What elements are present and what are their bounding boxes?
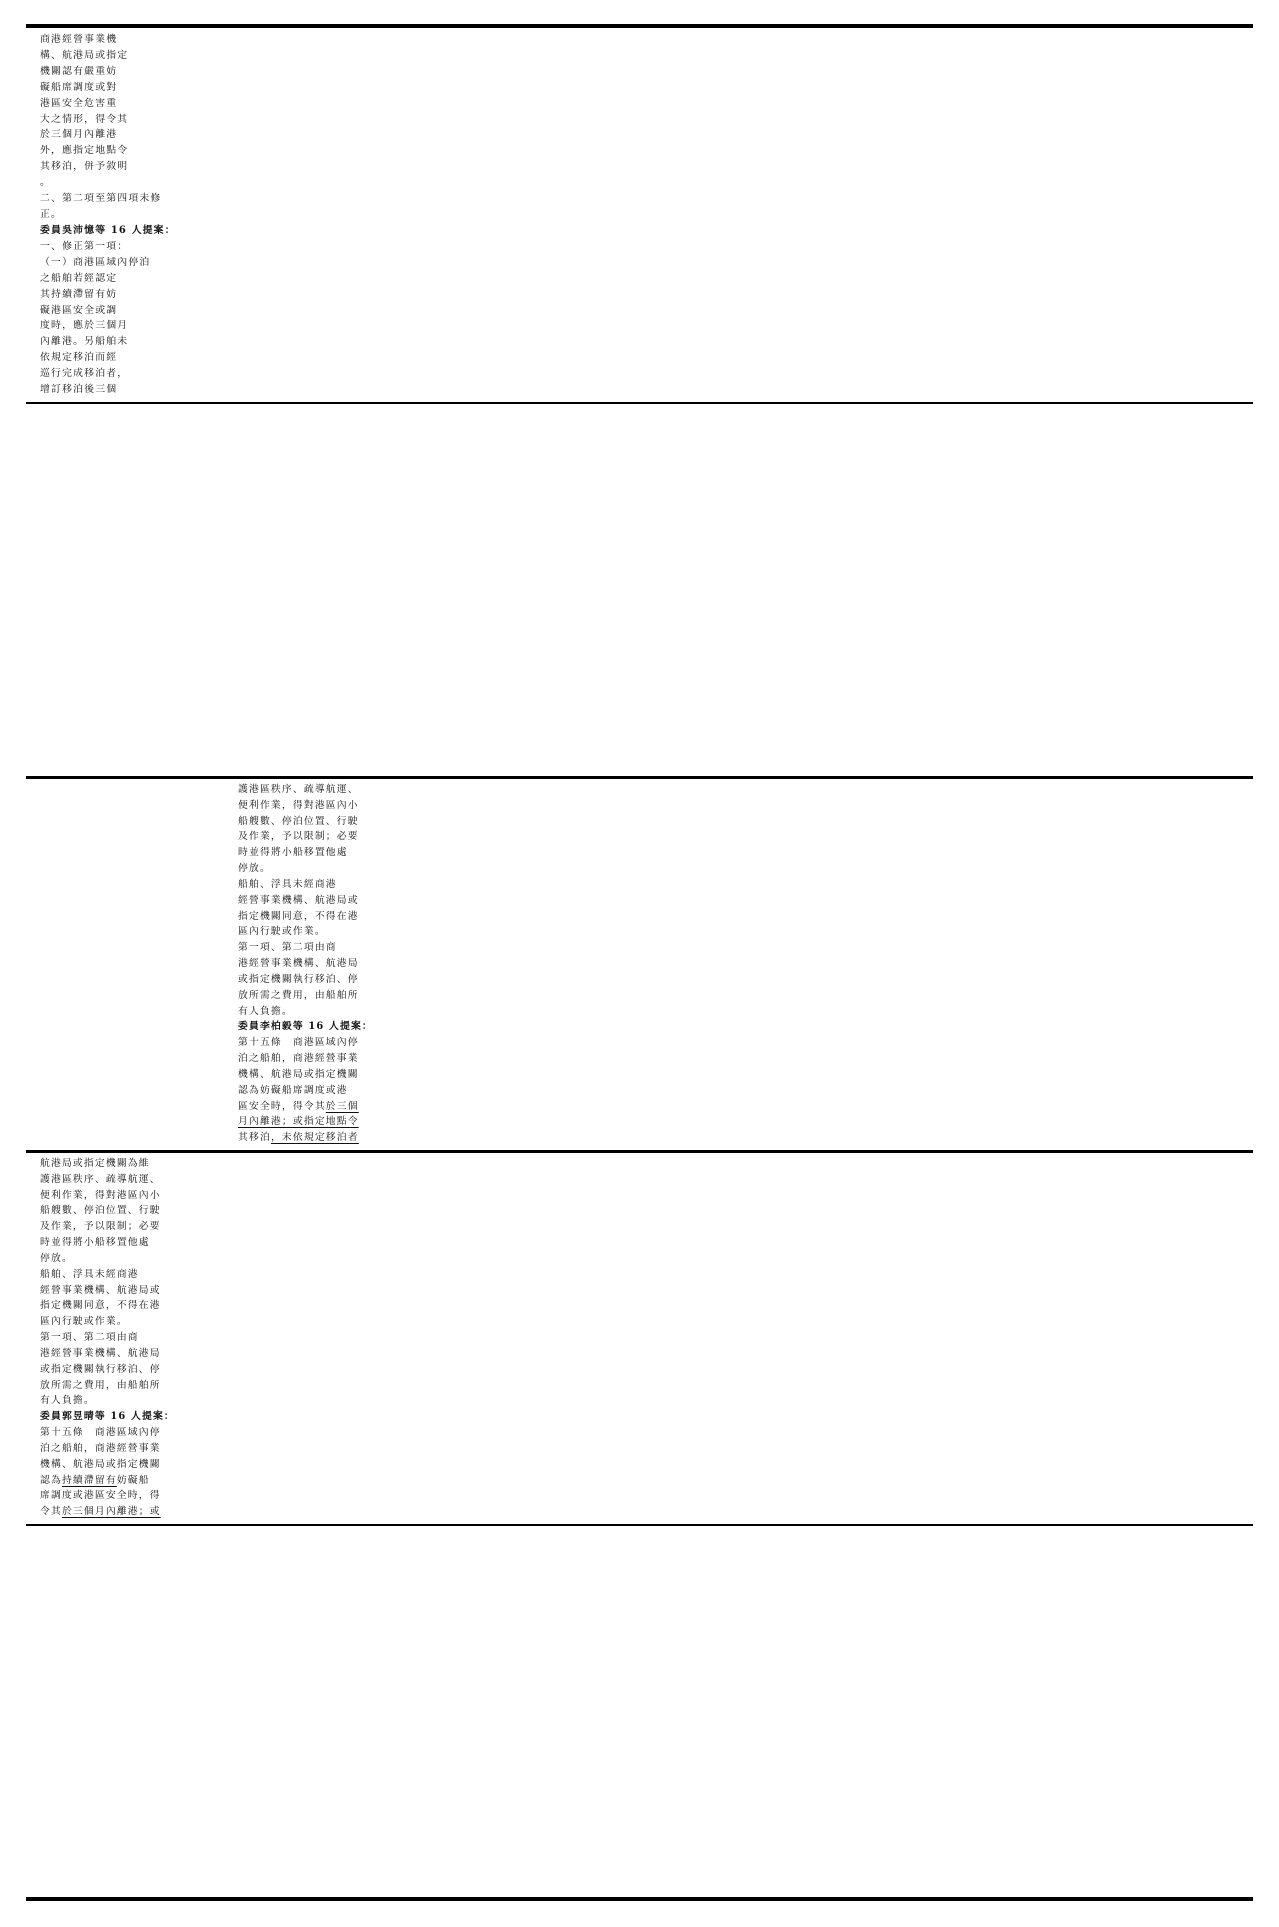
text-line: 席調度或港區安全時，得: [40, 1490, 161, 1502]
text-line: 有人負擔。: [238, 1005, 293, 1017]
separator-rule-4: [26, 1524, 1253, 1526]
text-line: 其持續滯留有妨: [40, 288, 118, 300]
separator-rule-2: [26, 776, 1253, 779]
text-line: 依規定移泊而經: [40, 352, 118, 364]
text-line: 泊之船舶，商港經營事業: [238, 1053, 359, 1065]
text-line: 內離港。另船舶未: [40, 336, 129, 348]
text-line: 機關認有嚴重妨: [40, 65, 118, 77]
section-middle-column: [238, 782, 1238, 1146]
text-line: 船舶、浮具未經商港: [238, 878, 337, 890]
text-line: 大之情形，得令其: [40, 113, 129, 125]
text-line: 礙船席調度或對: [40, 81, 118, 93]
text-line: 巡行完成移泊者，: [40, 368, 129, 380]
text-line: 船艘數、停泊位置、行駛: [238, 815, 359, 827]
text-line: 令其於三個月內離港；或: [40, 1506, 161, 1518]
text-line: 便利作業，得對港區內小: [40, 1189, 161, 1201]
text-line: 機構、航港局或指定機關: [238, 1068, 359, 1080]
text-line: 機構、航港局或指定機關: [40, 1458, 161, 1470]
text-line: 區安全時，得令其於三個: [238, 1100, 359, 1112]
text-line: 放所需之費用，由船舶所: [238, 989, 359, 1001]
text-line: 港經營事業機構、航港局: [238, 958, 359, 970]
text-line: 度時，應於三個月: [40, 320, 129, 332]
text-line: 有人負擔。: [40, 1395, 95, 1407]
text-line: 放所需之費用，由船舶所: [40, 1379, 161, 1391]
text-line: 委員吳沛憶等 16 人提案：: [40, 224, 176, 236]
separator-rule-3: [26, 1150, 1253, 1153]
text-line: 指定機關同意，不得在港: [40, 1300, 161, 1312]
text-line: 區內行駛或作業。: [238, 926, 326, 938]
text-line: 便利作業，得對港區內小: [238, 799, 359, 811]
text-line: 認為持續滯留有妨礙船: [40, 1474, 150, 1486]
text-line: 委員郭昱晴等 16 人提案：: [40, 1411, 175, 1423]
text-line: 第一項、第二項由商: [40, 1332, 139, 1344]
text-line: 礙港區安全或調: [40, 304, 118, 316]
text-line: 及作業，予以限制；必要: [238, 831, 359, 843]
text-line: 其移泊，併予敘明: [40, 161, 129, 173]
text-line: 第一項、第二項由商: [238, 942, 337, 954]
text-line: 於三個月內離港: [40, 129, 118, 141]
text-line: 商港經營事業機: [40, 34, 118, 45]
text-line: 其移泊，未依規定移泊者: [238, 1132, 359, 1144]
text-line: 認為妨礙船席調度或港: [238, 1084, 348, 1096]
text-line: 護港區秩序、疏導航運、: [238, 784, 359, 795]
text-line: 區內行駛或作業。: [40, 1316, 128, 1328]
text-line: 。: [40, 177, 52, 189]
text-line: 月內離港；或指定地點令: [238, 1116, 359, 1128]
text-line: 經營事業機構、航港局或: [238, 894, 359, 906]
text-line: 時並得將小船移置他處: [238, 847, 348, 859]
text-line: 指定機關同意，不得在港: [238, 910, 359, 922]
section-bottom-column: [40, 1156, 1040, 1520]
text-line: 護港區秩序、疏導航運、: [40, 1173, 161, 1185]
text-line: 船舶、浮具未經商港: [40, 1268, 139, 1280]
text-line: 或指定機關執行移泊、停: [238, 973, 359, 985]
text-line: 構、航港局或指定: [40, 49, 129, 61]
text-line: 航港局或指定機關為維: [40, 1158, 150, 1169]
bottom-rule: [26, 1897, 1253, 1901]
text-line: 停放。: [40, 1252, 73, 1264]
text-line: 或指定機關執行移泊、停: [40, 1363, 161, 1375]
text-line: 船艘數、停泊位置、行駛: [40, 1205, 161, 1217]
text-line: （一）商港區域內停泊: [40, 256, 151, 268]
section-top-right-column: [40, 32, 1240, 398]
text-line: 港經營事業機構、航港局: [40, 1347, 161, 1359]
text-line: 一、修正第一項：: [40, 240, 129, 252]
text-line: 泊之船舶，商港經營事業: [40, 1442, 161, 1454]
text-line: 及作業，予以限制；必要: [40, 1221, 161, 1233]
text-line: 第十五條 商港區域內停: [238, 1037, 359, 1049]
text-line: 正。: [40, 209, 63, 221]
text-line: 二、第二項至第四項未修: [40, 193, 162, 205]
text-line: 經營事業機構、航港局或: [40, 1284, 161, 1296]
text-line: 第十五條 商港區域內停: [40, 1427, 161, 1439]
text-line: 停放。: [238, 863, 271, 875]
separator-rule-1: [26, 402, 1253, 404]
text-line: 時並得將小船移置他處: [40, 1237, 150, 1249]
text-line: 外，應指定地點令: [40, 145, 129, 157]
text-line: 港區安全危害重: [40, 97, 118, 109]
top-rule: [26, 24, 1253, 28]
text-line: 委員李柏毅等 16 人提案：: [238, 1021, 373, 1033]
text-line: 增訂移泊後三個: [40, 384, 118, 396]
text-line: 之船舶若經認定: [40, 272, 118, 284]
